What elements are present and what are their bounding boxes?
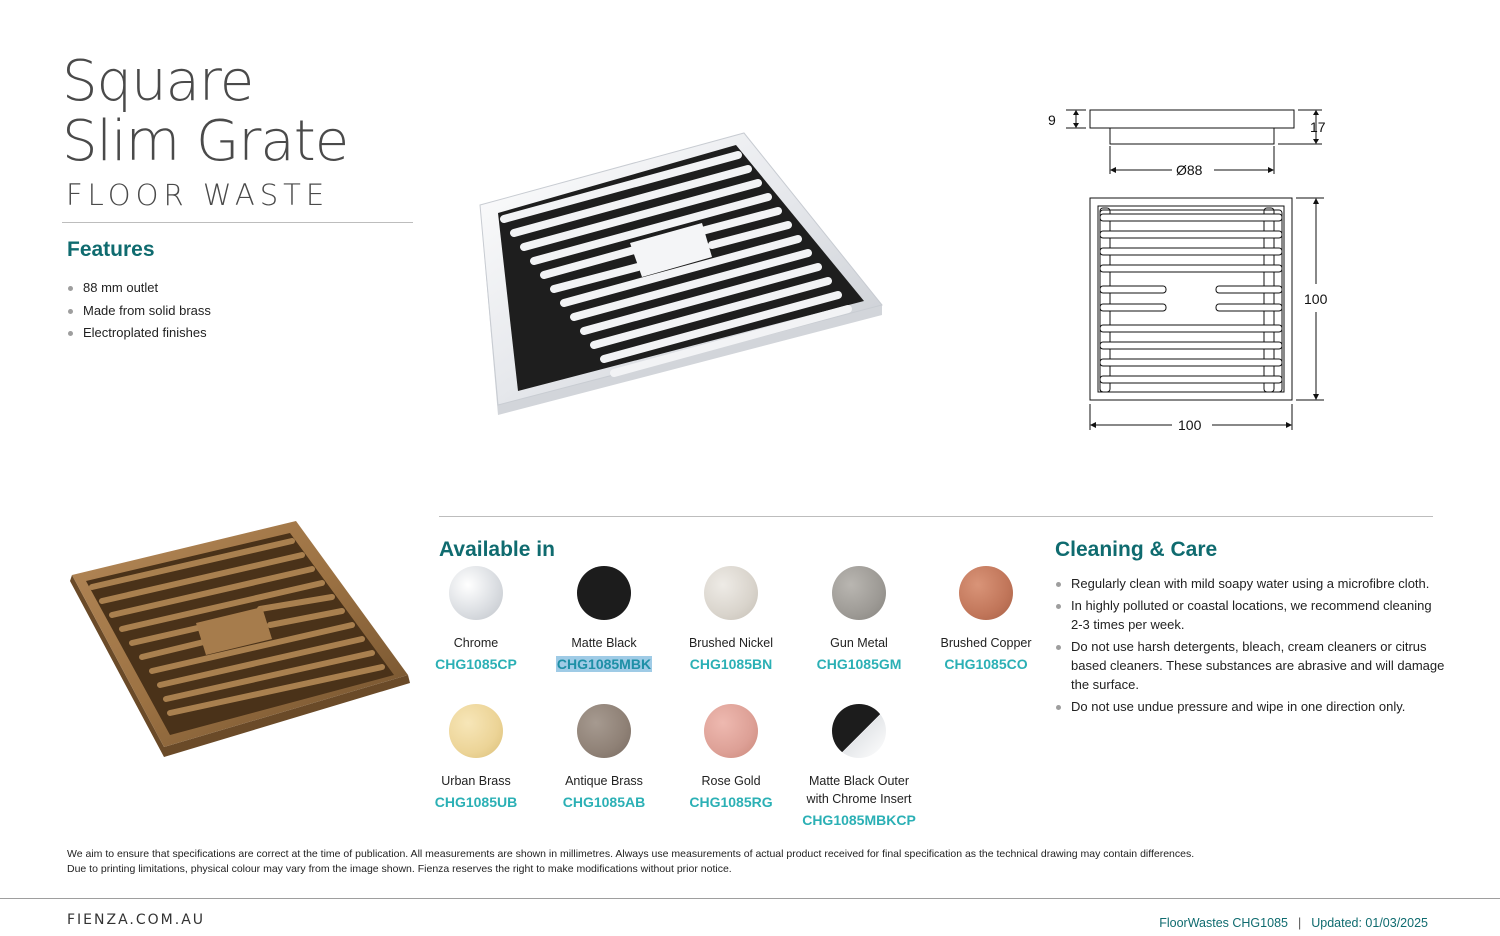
footer-separator: |: [1297, 916, 1302, 930]
finish-color-brushed-nickel: [704, 566, 758, 620]
product-image-chrome: [470, 125, 890, 425]
title-divider: [62, 222, 413, 223]
title-line-1: Square: [62, 49, 254, 114]
finish-swatch-gun-metal[interactable]: [795, 566, 923, 674]
finish-swatch-matte-black[interactable]: [540, 566, 668, 674]
finish-color-chrome: [449, 566, 503, 620]
finish-color-rose-gold: [704, 704, 758, 758]
care-item: Do not use harsh detergents, bleach, cream cleaners or citrus based cleaners. These substances are abrasive and will damage the surface.: [1055, 638, 1445, 694]
features-heading: Features: [67, 238, 155, 261]
disclaimer-line-1: We aim to ensure that specifications are correct at the time of publication. All measurements are shown in millimetres. Always use measurements of actual product received for final specification as the technical drawing may contain differences.: [67, 848, 1195, 860]
finish-swatch-matte-black-chrome[interactable]: [795, 704, 923, 830]
care-heading: Cleaning & Care: [1055, 538, 1218, 561]
finish-color-urban-brass: [449, 704, 503, 758]
finish-name: Urban Brass: [441, 774, 511, 788]
finish-swatch-grid: [412, 566, 1052, 836]
finish-swatch-brushed-copper[interactable]: [922, 566, 1050, 674]
finish-name: Brushed Copper: [940, 636, 1032, 650]
available-heading: Available in: [439, 538, 555, 561]
finish-code: CHG1085RG: [689, 794, 773, 810]
finish-color-matte-black-chrome: [832, 704, 886, 758]
finish-code: CHG1085MBKCP: [802, 812, 916, 828]
finish-name: Gun Metal: [830, 636, 888, 650]
footer-website[interactable]: FIENZA.COM.AU: [67, 912, 206, 928]
finish-color-matte-black: [577, 566, 631, 620]
finish-name: Matte Black: [571, 636, 637, 650]
finish-name: Matte Black Outer: [808, 774, 910, 788]
care-item: Regularly clean with mild soapy water using a microfibre cloth.: [1055, 575, 1445, 594]
finish-swatch-antique-brass[interactable]: [540, 704, 668, 812]
footer-divider: [0, 898, 1500, 899]
footer-updated: Updated: 01/03/2025: [1311, 916, 1428, 930]
finish-code: CHG1085AB: [562, 794, 646, 810]
feature-item: 88 mm outlet: [67, 277, 407, 300]
finish-code: CHG1085CP: [435, 656, 517, 672]
dim-height-label: 100: [1304, 291, 1328, 307]
dim-width-label: 100: [1178, 417, 1202, 433]
finish-swatch-chrome[interactable]: [412, 566, 540, 674]
dim-9-label: 9: [1048, 112, 1056, 128]
finish-code: CHG1085UB: [434, 794, 518, 810]
technical-drawing: [1040, 100, 1340, 440]
finish-code-selected: CHG1085MBK: [556, 656, 652, 672]
dim-diameter-label: Ø88: [1176, 162, 1203, 178]
footer-meta: [1159, 916, 1428, 930]
finish-color-gun-metal: [832, 566, 886, 620]
section-divider: [439, 516, 1433, 517]
dim-17-label: 17: [1310, 119, 1326, 135]
care-item: In highly polluted or coastal locations, we recommend cleaning 2-3 times per week.: [1055, 597, 1445, 634]
finish-name-line-2: with Chrome Insert: [806, 792, 912, 806]
product-image-bronze: [60, 515, 420, 765]
features-list: [67, 277, 407, 345]
features-section: [67, 238, 407, 345]
title-block: [62, 49, 414, 212]
finish-code: CHG1085BN: [689, 656, 773, 672]
footer-doc: FloorWastes CHG1085: [1159, 916, 1288, 930]
finish-swatch-urban-brass[interactable]: [412, 704, 540, 812]
feature-item: Made from solid brass: [67, 300, 407, 323]
care-list: [1055, 575, 1445, 716]
finish-name: Rose Gold: [701, 774, 761, 788]
finish-swatch-rose-gold[interactable]: [667, 704, 795, 812]
finish-name: Antique Brass: [565, 774, 643, 788]
care-section: [1055, 538, 1445, 720]
disclaimer-line-2: Due to printing limitations, physical colour may vary from the image shown. Fienza reserves the right to make modifications without prior notice.: [67, 863, 732, 875]
finish-swatch-brushed-nickel[interactable]: [667, 566, 795, 674]
disclaimer: [67, 847, 1367, 877]
finish-color-antique-brass: [577, 704, 631, 758]
finish-code: CHG1085GM: [816, 656, 902, 672]
finish-code: CHG1085CO: [944, 656, 1028, 672]
finish-name: Chrome: [453, 636, 499, 650]
finish-name: Brushed Nickel: [688, 636, 774, 650]
care-item: Do not use undue pressure and wipe in one direction only.: [1055, 698, 1445, 717]
subtitle: FLOOR WASTE: [66, 178, 330, 212]
title-line-2: Slim Grate: [62, 109, 349, 174]
feature-item: Electroplated finishes: [67, 322, 407, 345]
finish-color-brushed-copper: [959, 566, 1013, 620]
